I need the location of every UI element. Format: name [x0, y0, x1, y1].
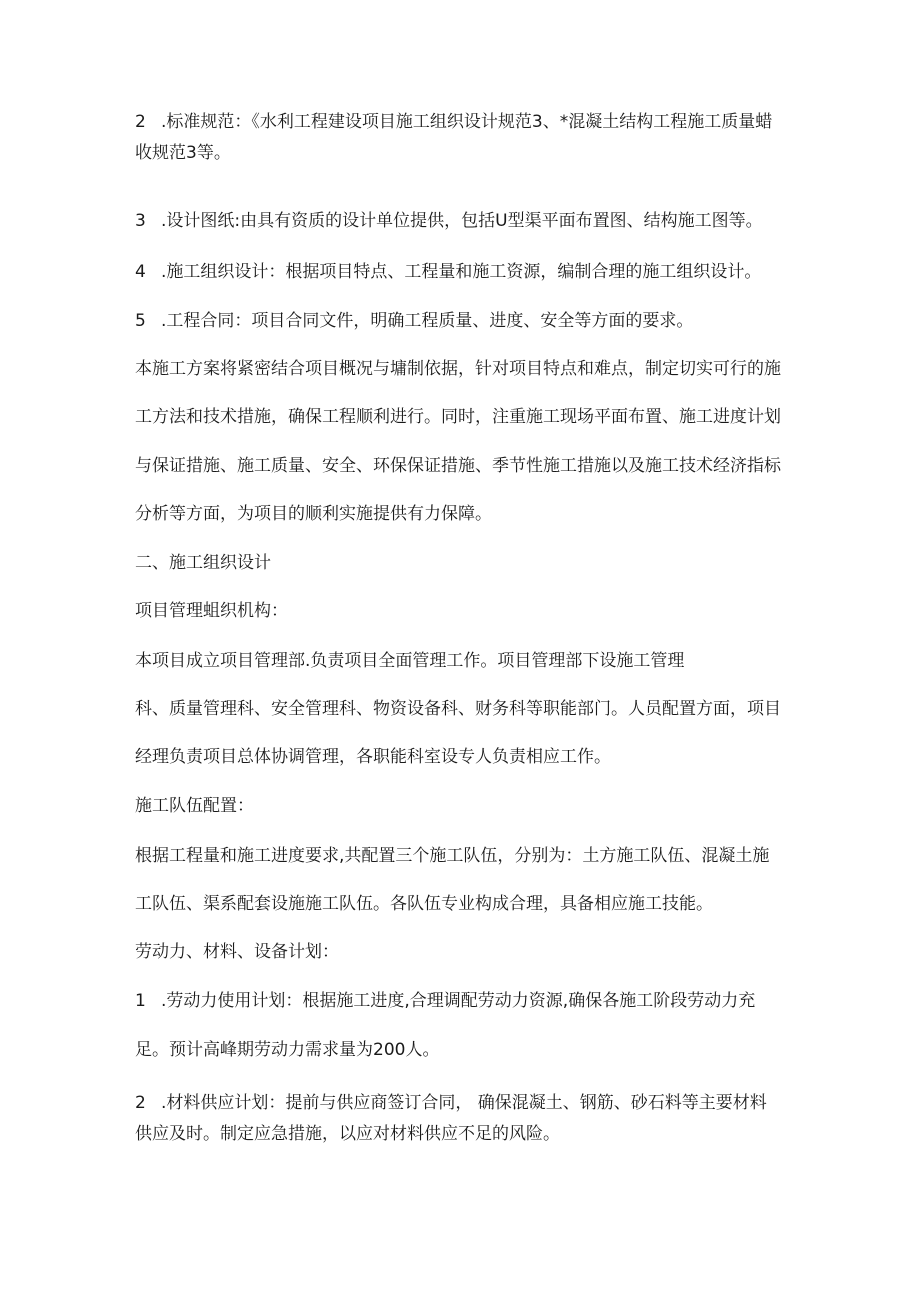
- section-heading: 二、施工组织设计: [135, 553, 271, 573]
- item-number: 2: [135, 1093, 146, 1113]
- item-text: .施工组织设计：根据项目特点、工程量和施工资源，编制合理的施工组织设计。: [161, 262, 762, 282]
- labor-plan-item-continued: 足。预计高峰期劳动力需求量为200人。: [135, 1040, 440, 1060]
- standards-item-continued: 收规范3等。: [135, 143, 231, 163]
- summary-paragraph-line: 工方法和技术措施，确保工程顺利进行。同时，注重施工现场平面布置、施工进度计划: [135, 407, 781, 427]
- standards-item: [135, 111, 772, 133]
- item-text: .劳动力使用计划：根据施工进度,合理调配劳动力资源,确保各施工阶段劳动力充: [161, 991, 756, 1011]
- management-heading: 项目管理蛆织机构：: [135, 601, 288, 621]
- management-paragraph-line: 本项目成立项目管理部.负责项目全面管理工作。项目管理部下设施工管理: [135, 651, 685, 671]
- item-number: 3: [135, 211, 146, 231]
- summary-paragraph-line: 与保证措施、施工质量、安全、环保保证措施、季节性施工措施以及施工技术经济指标: [135, 456, 781, 476]
- item-number: 5: [135, 311, 146, 331]
- summary-paragraph-line: 分析等方面，为项目的顺利实施提供有力保障。: [135, 504, 492, 524]
- plan-heading: 劳动力、材料、设备计划：: [135, 942, 339, 962]
- team-paragraph-line: 根据工程量和施工进度要求,共配置三个施工队伍，分别为：土方施工队伍、混凝土施: [135, 846, 770, 866]
- material-plan-item: [135, 1092, 767, 1114]
- item-text: .标准规范：《水利工程建设项目施工组织设计规范3、*混凝土结构工程施工质量蜡: [161, 112, 773, 132]
- item-number: 4: [135, 262, 146, 282]
- management-paragraph-line: 经理负责项目总体协调管理，各职能科室设专人负责相应工作。: [135, 747, 611, 767]
- summary-paragraph-line: 本施工方案将紧密结合项目概况与墉制依据，针对项目特点和难点，制定切实可行的施: [135, 359, 781, 379]
- item-number: 1: [135, 991, 146, 1011]
- contract-item: [135, 310, 693, 332]
- material-plan-item-continued: 供应及时。制定应急措施，以应对材料供应不足的风险。: [135, 1124, 560, 1144]
- item-text: .工程合同：项目合同文件，明确工程质量、进度、安全等方面的要求。: [161, 311, 694, 331]
- team-paragraph-line: 工队伍、渠系配套设施施工队伍。各队伍专业构成合理，具备相应施工技能。: [135, 894, 713, 914]
- design-drawings-item: [135, 210, 763, 232]
- item-number: 2: [135, 112, 146, 132]
- organization-design-item: [135, 261, 761, 283]
- item-text: .设计图纸:由具有资质的设计单位提供，包括U型渠平面布置图、结构施工图等。: [161, 211, 763, 231]
- item-text: .材料供应计划：提前与供应商签订合同， 确保混凝土、钢筋、砂石料等主要材料: [161, 1093, 767, 1113]
- team-heading: 施工队伍配置：: [135, 796, 254, 816]
- labor-plan-item: [135, 990, 755, 1012]
- management-paragraph-line: 科、质量管理科、安全管理科、物资设备科、财务科等职能部门。人员配置方面，项目: [135, 699, 781, 719]
